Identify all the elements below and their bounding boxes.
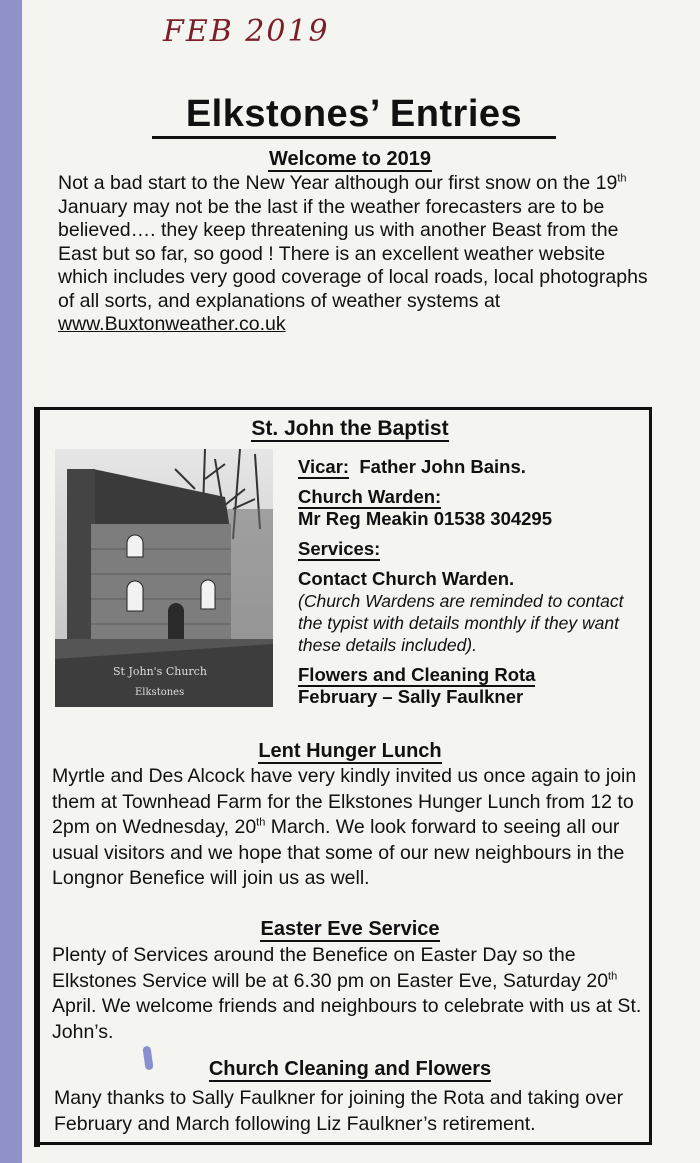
church-heading-text: St. John the Baptist [251, 417, 449, 440]
welcome-body [58, 172, 658, 337]
weather-website-link[interactable]: www.Buxtonweather.co.uk [58, 313, 286, 335]
rota-row [298, 664, 638, 708]
rota-value: February – Sally Faulkner [298, 686, 524, 707]
warden-row [298, 486, 638, 530]
services-note: (Church Wardens are reminded to contact the typist with details monthly if they want these details included). [298, 591, 624, 655]
easter-text-1: Plenty of Services around the Benefice on Easter Day so the Elkstones Service will be at 6.30 pm on Easter Eve, Saturday 20 [52, 944, 609, 992]
services-label: Services: [298, 538, 381, 559]
services-value: Contact Church Warden. [298, 568, 515, 589]
lent-heading [0, 740, 700, 763]
easter-sup: th [608, 970, 618, 982]
easter-heading [0, 918, 700, 941]
photo-caption-1: St John's Church [113, 665, 207, 678]
welcome-text-2: January may not be the last if the weather forecasters are to be believed…. they keep threatening us with another Beast from the East but so far, so good ! There is an excellent weather website which includes very good coverage of local roads, local photographs of all sorts, and explanations of weather systems at [58, 195, 648, 312]
photo-caption-2: Elkstones [135, 687, 185, 698]
church-photo [55, 449, 273, 707]
lent-text-1: Myrtle and Des Alcock have very kindly invited us once again to join them at Townhead Farm for the Elkstones Hunger Lunch from 12 to 2pm on Wednesday, 20 [52, 765, 637, 838]
lent-heading-text: Lent Hunger Lunch [258, 740, 442, 762]
vicar-value: Father John Bains. [359, 456, 526, 477]
easter-body [52, 943, 642, 1045]
welcome-heading-text: Welcome to 2019 [269, 148, 431, 170]
lent-text-2: March. We look forward to seeing all our usual visitors and we hope that some of our new neighbours in the Longnor Benefice will join us as well. [52, 816, 625, 889]
church-info [298, 456, 638, 712]
church-heading [0, 417, 700, 441]
easter-text-2: April. We welcome friends and neighbours to celebrate with us at St. John’s. [52, 995, 642, 1043]
cleaning-heading [0, 1058, 700, 1081]
welcome-heading [0, 148, 700, 171]
warden-label: Church Warden: [298, 486, 442, 507]
services-row [298, 538, 638, 656]
cleaning-heading-text: Church Cleaning and Flowers [208, 1058, 492, 1080]
easter-heading-text: Easter Eve Service [260, 918, 440, 940]
welcome-sup: th [617, 172, 627, 185]
vicar-row [298, 456, 638, 478]
page-title: Elkstones’ Entries [152, 92, 556, 139]
lent-body [52, 764, 642, 892]
box-border-accent [34, 407, 40, 1147]
church-photo-image [55, 449, 273, 707]
warden-value: Mr Reg Meakin 01538 304295 [298, 508, 553, 529]
rota-label: Flowers and Cleaning Rota [298, 664, 536, 685]
welcome-text-1: Not a bad start to the New Year although our first snow on the 19 [58, 172, 618, 194]
handwritten-date-note: FEB 2019 [163, 14, 330, 49]
lent-sup: th [256, 816, 266, 829]
vicar-label: Vicar: [298, 456, 350, 477]
cleaning-body: Many thanks to Sally Faulkner for joining the Rota and taking over February and March following Liz Faulkner’s retirement. [54, 1087, 624, 1135]
